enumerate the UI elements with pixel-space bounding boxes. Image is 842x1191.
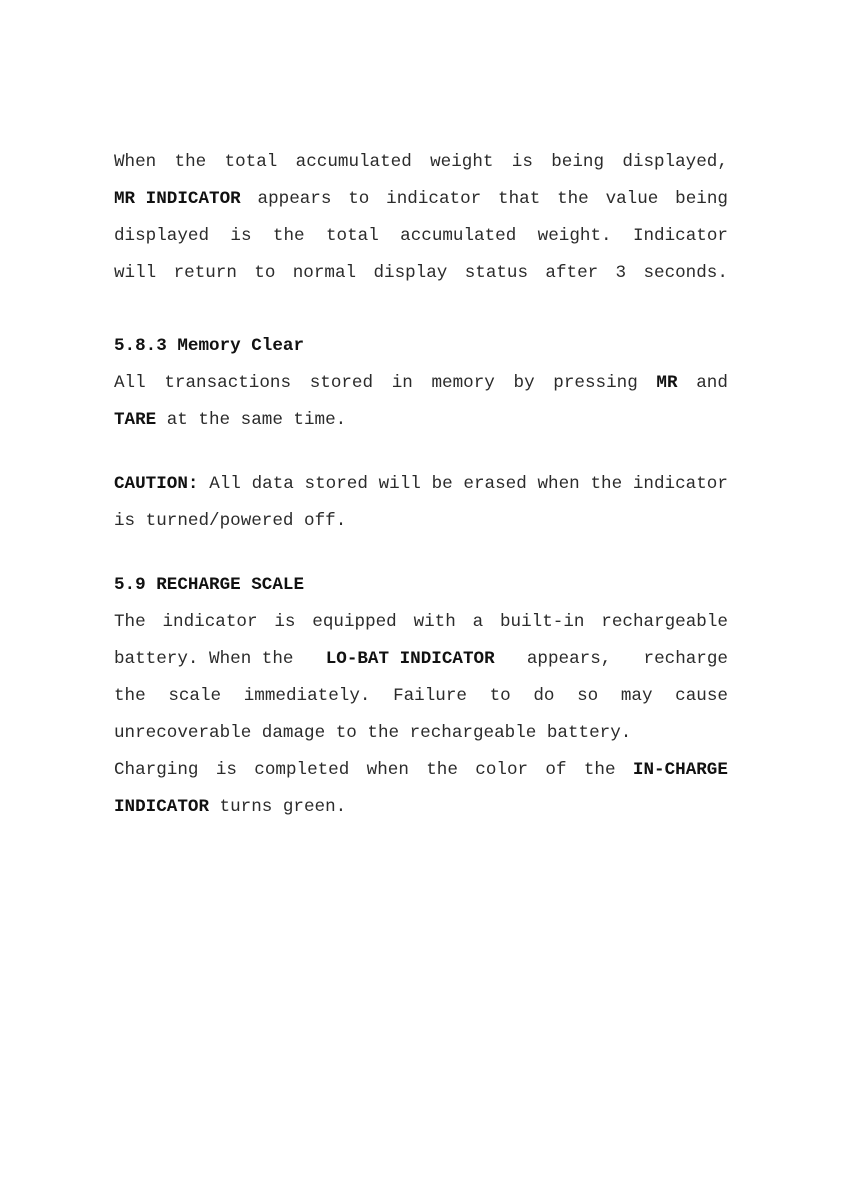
word: built-in [499, 612, 585, 632]
word: in [391, 373, 413, 393]
word: weight [430, 152, 494, 172]
word: with [413, 612, 456, 632]
word: immediately. [243, 686, 371, 706]
recharge-line-1 [114, 604, 728, 641]
text-run: unrecoverable damage to the rechargeable battery. [114, 723, 632, 743]
intro-line-4 [114, 255, 728, 292]
word: displayed [114, 226, 210, 246]
word: indicator [162, 612, 258, 632]
word: when [537, 474, 580, 494]
word: of [545, 760, 567, 780]
word: rechargeable [601, 612, 728, 632]
text-run: at the same time. [166, 410, 347, 430]
section-heading-memory-clear: 5.8.3 Memory Clear [114, 336, 305, 356]
word: accumulated [295, 152, 412, 172]
intro-paragraph [114, 144, 728, 292]
recharge-line-5 [114, 752, 728, 789]
section-heading-recharge: 5.9 RECHARGE SCALE [114, 575, 305, 595]
recharge-line-6 [114, 789, 728, 826]
word: scale [168, 686, 222, 706]
recharge-line-4 [114, 715, 728, 752]
word: will [114, 263, 157, 283]
in-charge-term: IN-CHARGE [632, 760, 728, 780]
intro-line-1 [114, 144, 728, 181]
word: weight. [537, 226, 612, 246]
intro-line-3 [114, 218, 728, 255]
lo-bat-indicator-term: LO-BAT INDICATOR [325, 649, 495, 669]
word: stored [309, 373, 374, 393]
word: is [215, 760, 237, 780]
word: to [254, 263, 276, 283]
text-run: turns green. [219, 797, 347, 817]
word: the [557, 189, 589, 209]
word: completed [254, 760, 350, 780]
word: the [583, 760, 616, 780]
text-run: is turned/powered off. [114, 511, 347, 531]
word: appears, [526, 649, 612, 669]
word: Failure [393, 686, 467, 706]
memory-clear-line-2 [114, 402, 728, 439]
word: is [230, 226, 252, 246]
word: be [431, 474, 453, 494]
word: transactions [164, 373, 292, 393]
word: and [696, 373, 728, 393]
word: memory [431, 373, 495, 393]
word: value [605, 189, 659, 209]
mr-key-term: MR [656, 373, 678, 393]
word: is [511, 152, 533, 172]
word: erased [463, 474, 527, 494]
caution-label: CAUTION: [114, 474, 199, 494]
spacer [114, 540, 728, 567]
word: color [475, 760, 529, 780]
recharge-line-2 [114, 641, 728, 678]
spacer [114, 292, 728, 328]
word: that [498, 189, 541, 209]
spacer [114, 439, 728, 466]
word: return [173, 263, 237, 283]
word: equipped [312, 612, 397, 632]
recharge-line-3 [114, 678, 728, 715]
word: will [378, 474, 421, 494]
caution-note [114, 466, 728, 540]
word: When [114, 152, 157, 172]
word: normal [292, 263, 357, 283]
indicator-term: INDICATOR [114, 797, 210, 817]
text-run: battery. When the [114, 649, 294, 669]
word: data [251, 474, 294, 494]
word: indicator [632, 474, 728, 494]
mr-indicator-term: MR INDICATOR [114, 189, 241, 209]
word: display [373, 263, 448, 283]
word: seconds. [643, 263, 728, 283]
word: the [272, 226, 305, 246]
word: Charging [114, 760, 199, 780]
recharge-section [114, 567, 728, 826]
word: being [675, 189, 728, 209]
document-page [114, 144, 728, 826]
word: do [533, 686, 555, 706]
word: 3 [615, 263, 627, 283]
word: indicator [386, 189, 482, 209]
caution-line-2 [114, 503, 728, 540]
word: so [577, 686, 599, 706]
word: to [348, 189, 370, 209]
memory-clear-section [114, 328, 728, 439]
word: All [114, 373, 146, 393]
word: appears [257, 189, 332, 209]
word: accumulated [400, 226, 517, 246]
word: the [174, 152, 207, 172]
word: status [464, 263, 529, 283]
tare-key-term: TARE [114, 410, 157, 430]
word: stored [304, 474, 368, 494]
word: Indicator [632, 226, 728, 246]
word: after [545, 263, 599, 283]
word: total [325, 226, 379, 246]
word: cause [675, 686, 728, 706]
word: when [366, 760, 409, 780]
word: the [114, 686, 146, 706]
memory-clear-line-1 [114, 365, 728, 402]
intro-line-2 [114, 181, 728, 218]
word: may [620, 686, 653, 706]
word: All [209, 474, 241, 494]
word: by [513, 373, 535, 393]
word: total [224, 152, 278, 172]
word: pressing [553, 373, 638, 393]
word: the [590, 474, 623, 494]
word: displayed, [622, 152, 728, 172]
word: recharge [643, 649, 728, 669]
word: is [274, 612, 296, 632]
word: being [551, 152, 605, 172]
word: the [426, 760, 458, 780]
word: a [472, 612, 484, 632]
word: The [114, 612, 146, 632]
word: to [489, 686, 511, 706]
caution-line-1 [114, 466, 728, 503]
